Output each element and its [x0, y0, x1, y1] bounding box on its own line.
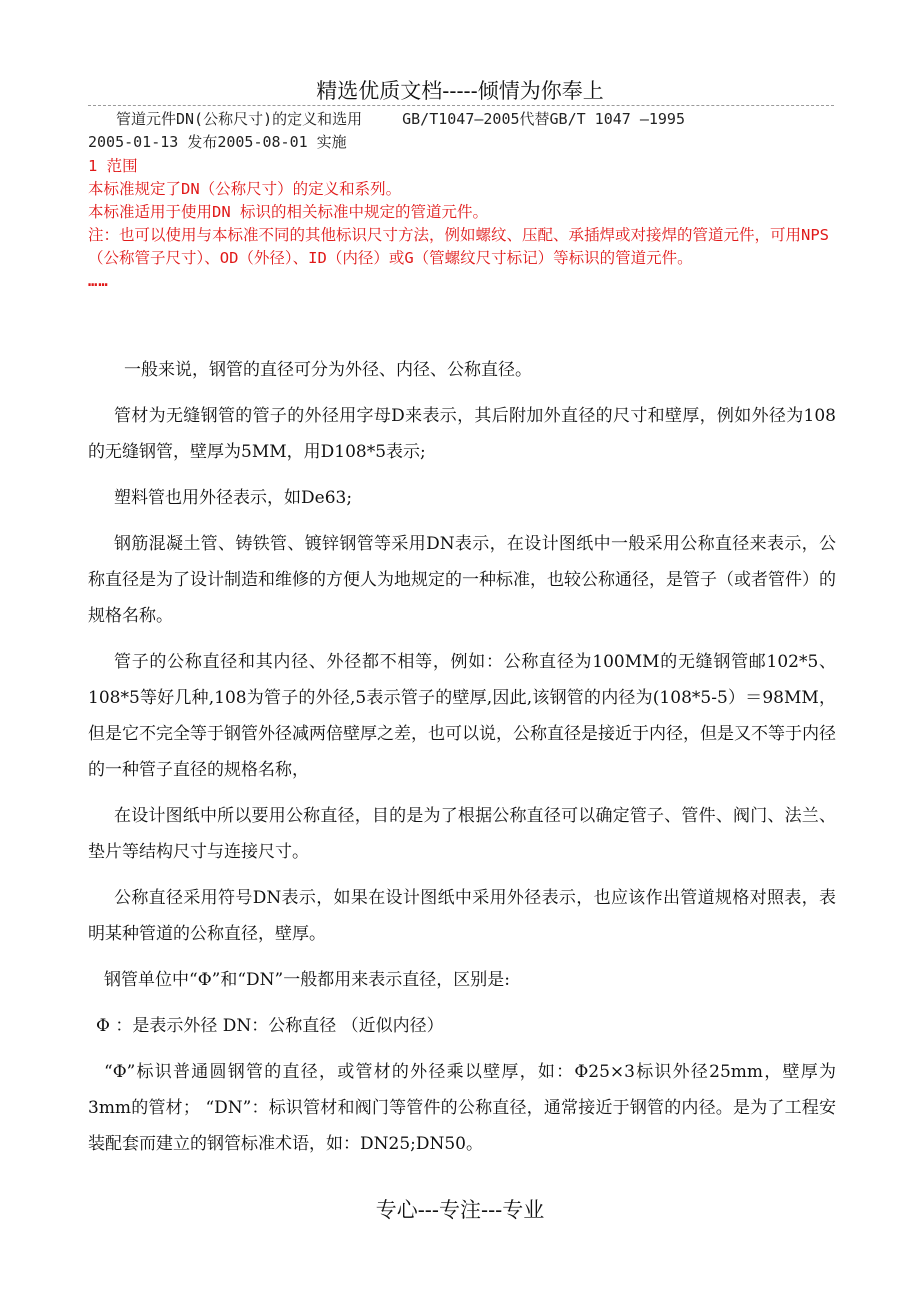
scope-ellipsis: ……	[88, 272, 109, 290]
paragraph-plastic-pipe: 塑料管也用外径表示，如De63;	[114, 488, 353, 508]
scope-note: 注：也可以使用与本标准不同的其他标识尺寸方法，例如螺纹、压配、承插焊或对接焊的管道元件，可用NPS（公称管子尺寸）、OD（外径）、ID（内径）或G（管螺纹尺寸标记）等标识的管道元件。	[88, 226, 829, 267]
scope-definition: 本标准规定了DN（公称尺寸）的定义和系列。	[88, 180, 402, 198]
paragraph-pipe-diameter-types: 一般来说，钢管的直径可分为外径、内径、公称直径。	[124, 360, 532, 380]
page-footer: 专心---专注---专业	[375, 1198, 545, 1222]
standard-title-line	[88, 108, 848, 130]
standard-number: GB/T1047—2005代替GB/T 1047 —1995	[402, 110, 685, 128]
scope-heading: 1 范围	[88, 157, 138, 175]
standard-dates: 2005-01-13 发布2005-08-01 实施	[88, 133, 347, 151]
scope-applicability: 本标准适用于使用DN 标识的相关标准中规定的管道元件。	[88, 203, 488, 221]
paragraph-design-drawings: 在设计图纸中所以要用公称直径，目的是为了根据公称直径可以确定管子、管件、阀门、法兰、垫片等结构尺寸与连接尺寸。	[88, 806, 836, 862]
paragraph-dn-usage: 钢筋混凝土管、铸铁管、镀锌钢管等采用DN表示，在设计图纸中一般采用公称直径来表示，公称直径是为了设计制造和维修的方便人为地规定的一种标准，也较公称通径，是管子（或者管件）的规格名称。	[88, 534, 836, 626]
paragraph-nominal-vs-actual: 管子的公称直径和其内径、外径都不相等，例如：公称直径为100MM的无缝钢管邮102*5、108*5等好几种,108为管子的外径,5表示管子的壁厚,因此,该钢管的内径为(108*5-5）＝98MM，但是它不完全等于钢管外径减两倍壁厚之差，也可以说，公称直径是接近于内径，但是又不等于内径的一种管子直径的规格名称，	[88, 652, 836, 780]
article-body	[88, 352, 836, 1172]
paragraph-seamless-pipe: 管材为无缝钢管的管子的外径用字母D来表示，其后附加外直径的尺寸和壁厚，例如外径为108的无缝钢管，壁厚为5MM，用D108*5表示;	[88, 406, 836, 462]
paragraph-phi-dn-details: “Φ”标识普通圆钢管的直径，或管材的外径乘以壁厚，如：Φ25×3标识外径25mm，壁厚为3mm的管材； “DN”：标识管材和阀门等管件的公称直径，通常接近于钢管的内径。是为了工程安装配套而建立的钢管标准术语，如：DN25;DN50。	[88, 1062, 836, 1154]
paragraph-phi-vs-dn: 钢管单位中“Φ”和“DN”一般都用来表示直径，区别是:	[104, 970, 510, 990]
standard-title: 管道元件DN(公称尺寸)的定义和选用	[116, 110, 363, 128]
scope-section	[88, 155, 838, 293]
page-header-banner: 精选优质文档-----倾情为你奉上	[316, 79, 604, 103]
paragraph-phi-definition: Φ ：是表示外径 DN：公称直径 （近似内径）	[96, 1016, 444, 1036]
header-divider	[88, 105, 834, 106]
paragraph-dn-symbol: 公称直径采用符号DN表示，如果在设计图纸中采用外径表示，也应该作出管道规格对照表，表明某种管道的公称直径，壁厚。	[88, 888, 836, 944]
